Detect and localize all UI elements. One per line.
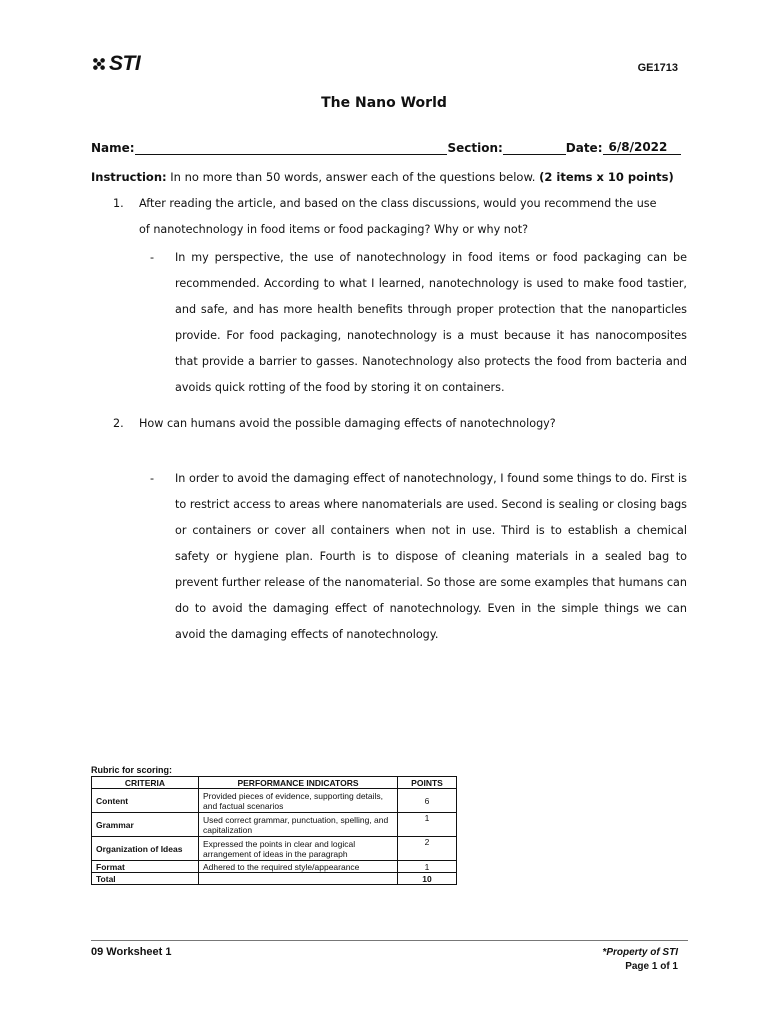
table-row [92,861,457,873]
instruction-label: Instruction: [91,170,167,184]
sti-logo-icon [90,55,108,73]
points-cell: 1 [398,813,457,837]
section-label: Section: [447,141,503,155]
answer-text: In order to avoid the damaging effect of nanotechnology, I found some things to do. First is to restrict access to areas where nanomaterials are used. Second is sealing or closing bags or containers or cover all containers when not in use. Third is to establish a chemical safety or hygiene plan. Fourth is to dispose of cleaning materials in a sealed bag to prevent further release of the nanomaterial. So those are some examples that humans can do to avoid the damaging effect of nanotechnology. Even in the simple things we can avoid the damaging effects of nanotechnology. [175,472,687,641]
course-code: GE1713 [637,62,678,74]
rubric-header-row [92,777,457,789]
student-info-row [91,140,681,155]
indicators-header: PERFORMANCE INDICATORS [199,777,398,789]
indicator-cell: Provided pieces of evidence, supporting details, and factual scenarios [199,789,398,813]
points-cell: 6 [398,789,457,813]
answer-dash: - [150,472,155,485]
date-field[interactable]: 6/8/2022 [603,140,682,155]
page-number: Page 1 of 1 [625,961,678,972]
criteria-cell: Content [92,789,199,813]
question-number: 1. [113,197,124,210]
logo-text: STI [109,52,141,75]
answer-dash: - [150,251,155,264]
criteria-header: CRITERIA [92,777,199,789]
rubric-table [91,776,457,885]
criteria-cell: Grammar [92,813,199,837]
section-field[interactable] [503,140,566,155]
points-header: POINTS [398,777,457,789]
total-points: 10 [398,873,457,885]
indicator-cell: Used correct grammar, punctuation, spelling, and capitalization [199,813,398,837]
answer-text: In my perspective, the use of nanotechnology in food items or food packaging can be recommended. According to what I learned, nanotechnology is used to make food tastier, and safe, and has more health benefits through proper protection that the nanoparticles provide. For food packaging, nanotechnology is a must because it has nanocomposites that provide a barrier to gasses. Nanotechnology also protects the food from bacteria and avoids quick rotting of the food by storing it on containers. [175,251,687,394]
question-number: 2. [113,417,124,430]
instruction-text: In no more than 50 words, answer each of the questions below. [166,170,540,184]
worksheet-label: 09 Worksheet 1 [91,946,172,958]
points-cell: 1 [398,861,457,873]
footer-right [602,946,678,974]
rubric-label: Rubric for scoring: [91,765,173,775]
indicator-cell: Expressed the points in clear and logical arrangement of ideas in the paragraph [199,837,398,861]
footer-divider [91,940,688,941]
name-field[interactable] [135,140,448,155]
instruction [91,170,674,184]
table-row [92,789,457,813]
instruction-points: (2 items x 10 points) [539,170,674,184]
indicator-cell: Adhered to the required style/appearance [199,861,398,873]
empty-cell [199,873,398,885]
page-title: The Nano World [321,95,447,111]
total-row [92,873,457,885]
question-text: After reading the article, and based on the class discussions, would you recommend the use of nanotechnology in food items or food packaging? Why or why not? [139,197,657,236]
criteria-cell: Organization of Ideas [92,837,199,861]
table-row [92,813,457,837]
total-label: Total [92,873,199,885]
table-row [92,837,457,861]
criteria-cell: Format [92,861,199,873]
property-notice: *Property of STI [602,947,678,958]
name-label: Name: [91,141,135,155]
date-label: Date: [565,141,603,155]
points-cell: 2 [398,837,457,861]
sti-logo [90,52,140,76]
question-text: How can humans avoid the possible damaging effects of nanotechnology? [139,417,556,430]
